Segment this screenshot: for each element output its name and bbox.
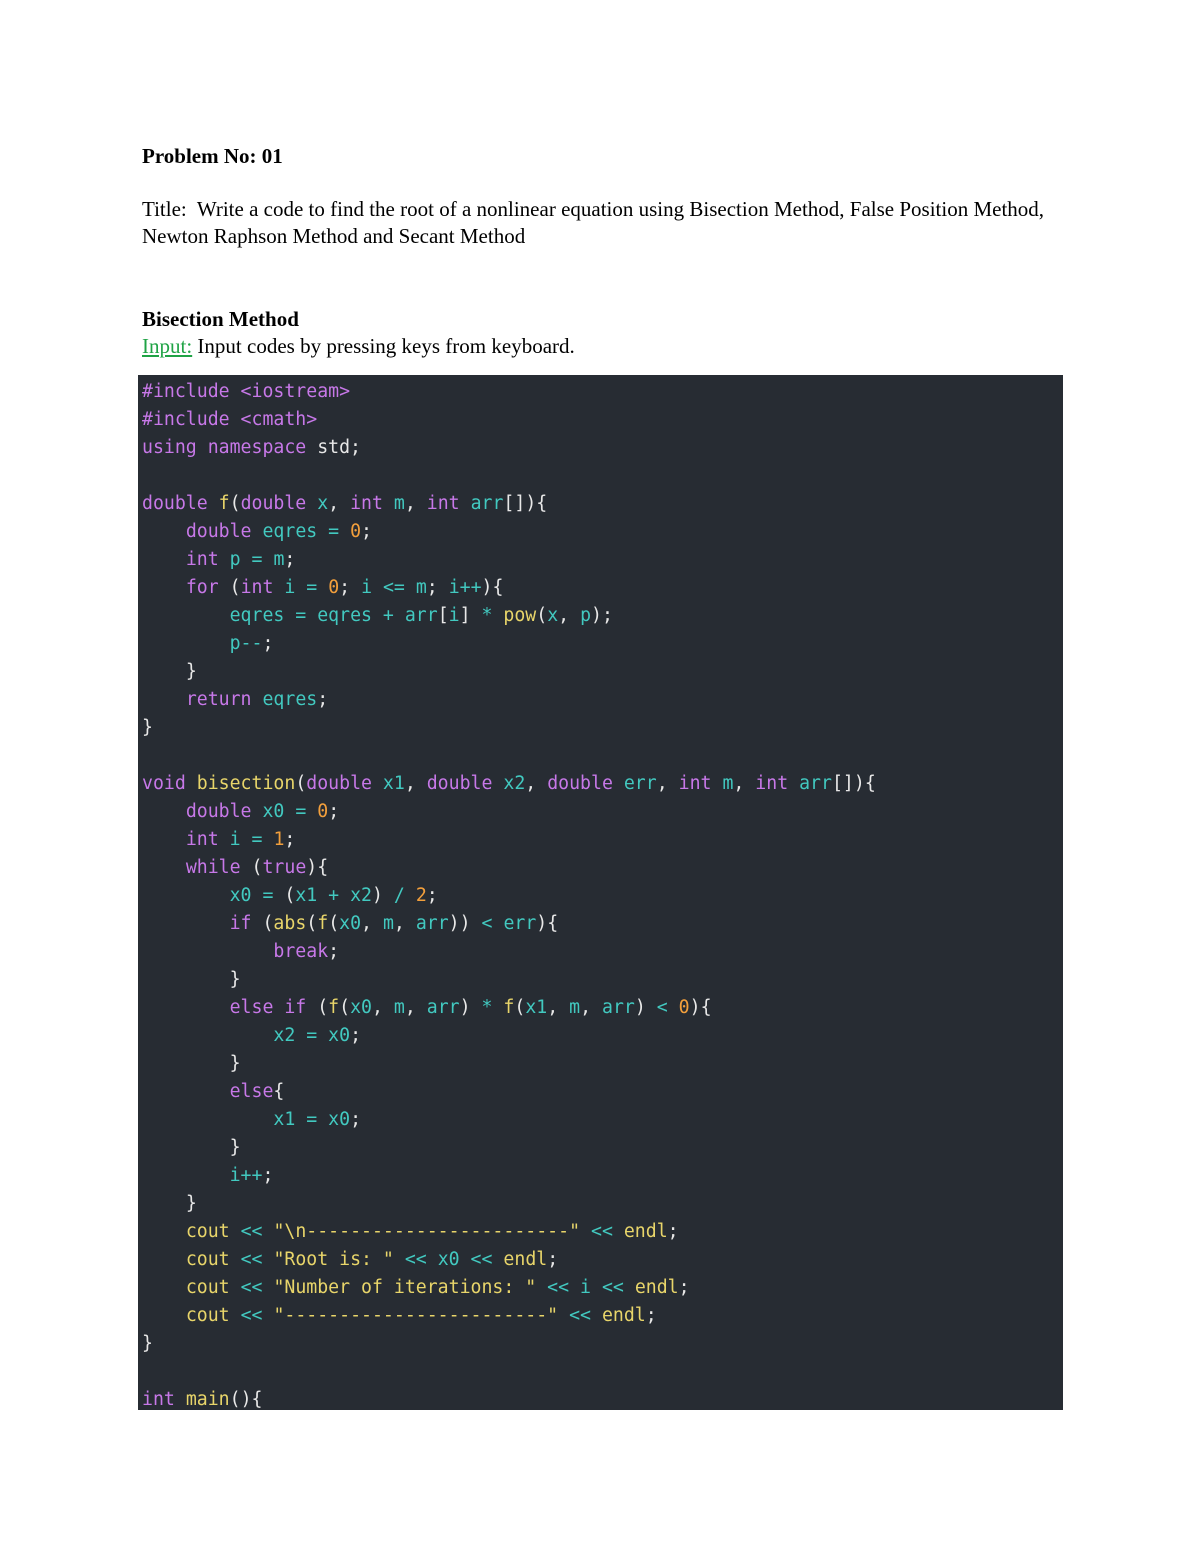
code-token: ){ [689,997,712,1018]
code-token: (){ [229,1389,263,1410]
code-token: ; [426,577,449,598]
code-line [142,910,876,938]
code-token: x0 [437,1249,460,1270]
code-token: ( [229,493,241,514]
code-token: x1 [273,1109,296,1130]
code-token: ( [317,997,329,1018]
code-token: ; [547,1249,559,1270]
code-token: i [284,577,296,598]
code-token: ; [339,577,362,598]
code-token: , [328,493,351,514]
code-token: "Number of iterations: " [273,1277,537,1298]
code-token: ( [536,605,548,626]
code-line [142,770,876,798]
code-token: endl [634,1277,679,1298]
code-token: double [426,773,504,794]
code-token: x0 [339,913,362,934]
code-token: , [404,773,427,794]
code-token: x [317,493,329,514]
code-token: 0 [350,521,362,542]
code-line [142,574,876,602]
code-token [142,913,230,934]
code-line [142,1190,876,1218]
code-token: , [558,605,581,626]
code-token [142,885,230,906]
code-token: "Root is: " [273,1249,394,1270]
code-line [142,826,876,854]
code-line [142,742,876,770]
code-token [142,1305,186,1326]
code-token [142,1249,186,1270]
code-token: m [273,549,285,570]
code-token: < [645,997,679,1018]
code-token: = [295,1109,329,1130]
code-token: , [361,913,383,934]
code-token: int [426,493,471,514]
code-line [142,1022,876,1050]
code-token: } [229,1137,241,1158]
code-token: ; [328,801,340,822]
code-token: err [623,773,657,794]
code-token: ) [634,997,646,1018]
code-token [142,1025,273,1046]
code-token: err [503,913,537,934]
code-token: double [185,521,263,542]
code-line [142,686,876,714]
code-token: = [284,605,318,626]
code-line [142,518,876,546]
code-token: m [393,997,405,1018]
code-token: for [185,577,230,598]
code-token: << [393,1249,438,1270]
code-token: ; [426,885,438,906]
code-token: ( [262,913,274,934]
code-lines [142,378,876,1410]
code-line [142,490,876,518]
code-token: << [591,1277,635,1298]
input-label: Input: [142,334,193,358]
code-token: x2 [273,1025,296,1046]
code-token: break [273,941,329,962]
code-token: arr [415,913,449,934]
code-token: m [415,577,427,598]
title-label: Title: [142,197,187,221]
code-token: int [142,1389,186,1410]
code-token: , [404,997,427,1018]
code-token: = [240,829,274,850]
problem-title [142,196,1062,250]
code-token: * [470,605,504,626]
code-line [142,658,876,686]
code-token: , [393,913,416,934]
code-line [142,1386,876,1410]
code-token: = [295,577,329,598]
code-token: ; [350,1025,362,1046]
code-token: i++ [229,1165,263,1186]
input-instruction [142,332,575,360]
code-token: ; [350,1109,362,1130]
code-token [142,689,186,710]
code-token [142,1277,186,1298]
code-token: "------------------------" [273,1305,559,1326]
code-token: , [580,997,602,1018]
code-token: } [185,661,197,682]
code-token: m [569,997,581,1018]
code-token: m [382,913,394,934]
code-token: else [229,1081,274,1102]
code-token: } [142,717,153,738]
code-token: cout [185,1277,230,1298]
code-token: ; [667,1221,679,1242]
code-token [142,577,186,598]
code-token: } [229,1053,241,1074]
input-text: Input codes by pressing keys from keyboard. [192,334,575,358]
code-line [142,1078,876,1106]
code-token: ); [591,605,613,626]
code-token: #include <iostream> [142,381,351,402]
code-token: ( [328,913,340,934]
code-token [142,969,230,990]
code-token: << [229,1249,274,1270]
code-line [142,1050,876,1078]
code-token: i [229,829,241,850]
code-token: x0 [328,1109,351,1130]
code-token: f [503,997,515,1018]
code-token: ( [284,885,296,906]
code-token: abs [273,913,307,934]
code-token: = [284,801,318,822]
code-line [142,378,876,406]
code-token: 1 [273,829,285,850]
code-token: ){ [536,913,559,934]
code-token: << [229,1277,274,1298]
code-token: x0 [350,997,372,1018]
code-token: ) [459,997,471,1018]
code-token: x2 [350,885,372,906]
code-token [142,633,230,654]
code-line [142,798,876,826]
code-token: i++ [448,577,482,598]
code-token: 0 [317,801,329,822]
code-token: x0 [229,885,252,906]
code-line [142,1358,876,1386]
title-text: Write a code to find the root of a nonlinear equation using Bisection Method, False Position Method, Newton Raphson Method and Secant Method [142,197,1045,248]
code-token: p [580,605,592,626]
code-line [142,1134,876,1162]
code-token: p-- [229,633,263,654]
code-token: "\n------------------------" [273,1221,581,1242]
code-token: 0 [328,577,340,598]
code-token: ( [339,997,351,1018]
code-token: ; [328,941,340,962]
code-token: , [733,773,756,794]
code-line [142,1246,876,1274]
code-token [142,521,186,542]
code-token: void [142,773,197,794]
code-token [142,1109,273,1130]
code-token: int [678,773,723,794]
code-token [142,801,186,822]
code-line [142,1302,876,1330]
code-token: + [371,605,405,626]
code-token: m [722,773,734,794]
code-token: i [580,1277,591,1298]
code-token [142,605,230,626]
code-token: } [185,1193,197,1214]
code-token: x0 [328,1025,351,1046]
code-token: } [229,969,241,990]
code-token: #include <cmath> [142,409,318,430]
code-token [142,857,186,878]
code-token: f [317,913,329,934]
code-token: << [229,1221,274,1242]
code-line [142,882,876,910]
code-token: while [185,857,252,878]
code-token: , [547,997,570,1018]
code-token: x1 [382,773,405,794]
code-token: bisection [196,773,296,794]
code-token: ( [306,913,318,934]
code-token: if [229,913,263,934]
code-token: double [306,773,383,794]
code-token: arr [470,493,504,514]
code-token: eqres [317,605,372,626]
code-line [142,994,876,1022]
code-token: << [536,1277,581,1298]
code-token: return [185,689,263,710]
code-token: int [185,549,230,570]
code-token: = [240,549,274,570]
code-token: ; [678,1277,690,1298]
code-token: ( [295,773,307,794]
code-token: ){ [481,577,504,598]
code-line [142,546,876,574]
code-token: ; [317,689,329,710]
code-token: / [382,885,416,906]
code-line [142,966,876,994]
code-token: , [656,773,679,794]
code-token: p [229,549,241,570]
code-token: = [251,885,285,906]
code-token: i [448,605,460,626]
code-token: endl [623,1221,668,1242]
code-token: else if [229,997,318,1018]
code-token [142,549,186,570]
code-token: { [273,1081,285,1102]
code-token: endl [601,1305,646,1326]
code-token: cout [185,1305,230,1326]
code-token: ; [361,521,372,542]
code-line [142,1162,876,1190]
code-token: } [142,1333,153,1354]
code-line [142,434,876,462]
code-token [142,661,186,682]
code-token: , [525,773,548,794]
code-token: int [240,577,285,598]
code-line [142,630,876,658]
code-line [142,462,876,490]
code-token: << [459,1249,504,1270]
code-line [142,714,876,742]
code-token: int [755,773,800,794]
code-token: double [547,773,624,794]
code-token: ; [284,549,296,570]
code-token [142,1221,186,1242]
code-token: arr [602,997,635,1018]
code-token: m [393,493,405,514]
code-token: i [361,577,373,598]
code-token: eqres [262,689,318,710]
code-line [142,406,876,434]
code-token: ; [262,1165,274,1186]
code-token: x1 [295,885,318,906]
code-token: arr [799,773,832,794]
code-token: + [317,885,351,906]
code-token: x0 [262,801,285,822]
code-token: using namespace [142,437,318,458]
code-token: arr [404,605,438,626]
code-line [142,602,876,630]
code-token: double [142,493,219,514]
code-token: ){ [306,857,329,878]
code-token: x1 [525,997,548,1018]
problem-number: Problem No: 01 [142,144,283,168]
code-token: = [295,1025,329,1046]
code-token: , [371,997,394,1018]
code-token: ; [645,1305,657,1326]
code-token: main [185,1389,230,1410]
code-token: ( [229,577,241,598]
code-token: ( [251,857,263,878]
code-line [142,854,876,882]
code-token: eqres [229,605,285,626]
code-line [142,1218,876,1246]
code-line [142,938,876,966]
code-token: < [470,913,504,934]
code-block [138,375,1063,1410]
code-token: ] [459,605,471,626]
code-token: 0 [678,997,690,1018]
code-token: int [350,493,394,514]
code-token: pow [503,605,537,626]
code-token: []){ [831,773,876,794]
code-token: []){ [503,493,548,514]
code-token: , [404,493,427,514]
code-token: endl [503,1249,548,1270]
code-token: x [547,605,559,626]
code-token: ; [284,829,296,850]
code-token: [ [437,605,449,626]
code-token: x2 [503,773,526,794]
code-line [142,1330,876,1358]
code-token: << [229,1305,274,1326]
code-token: f [218,493,230,514]
code-token: )) [448,913,471,934]
code-token [142,941,273,962]
code-token: = [317,521,351,542]
code-token: 2 [415,885,427,906]
code-token: << [558,1305,602,1326]
code-token: cout [185,1221,230,1242]
code-token: int [185,829,230,850]
code-token [142,1165,230,1186]
code-token: true [262,857,307,878]
code-token [142,829,186,850]
code-token [142,1193,186,1214]
code-token: ( [514,997,526,1018]
code-token: eqres [262,521,318,542]
code-token: cout [185,1249,230,1270]
code-token: * [470,997,504,1018]
code-line [142,1106,876,1134]
code-token: ; [262,633,274,654]
code-token: std; [317,437,362,458]
code-token: arr [426,997,460,1018]
code-token [142,1137,230,1158]
code-token [142,997,230,1018]
code-line [142,1274,876,1302]
code-token: double [185,801,263,822]
code-token: f [328,997,340,1018]
code-token [142,1053,230,1074]
section-heading: Bisection Method [142,307,299,331]
code-token [142,1081,230,1102]
code-token: << [580,1221,624,1242]
code-token: ) [372,885,383,906]
code-token: <= [372,577,416,598]
code-token: double [240,493,318,514]
